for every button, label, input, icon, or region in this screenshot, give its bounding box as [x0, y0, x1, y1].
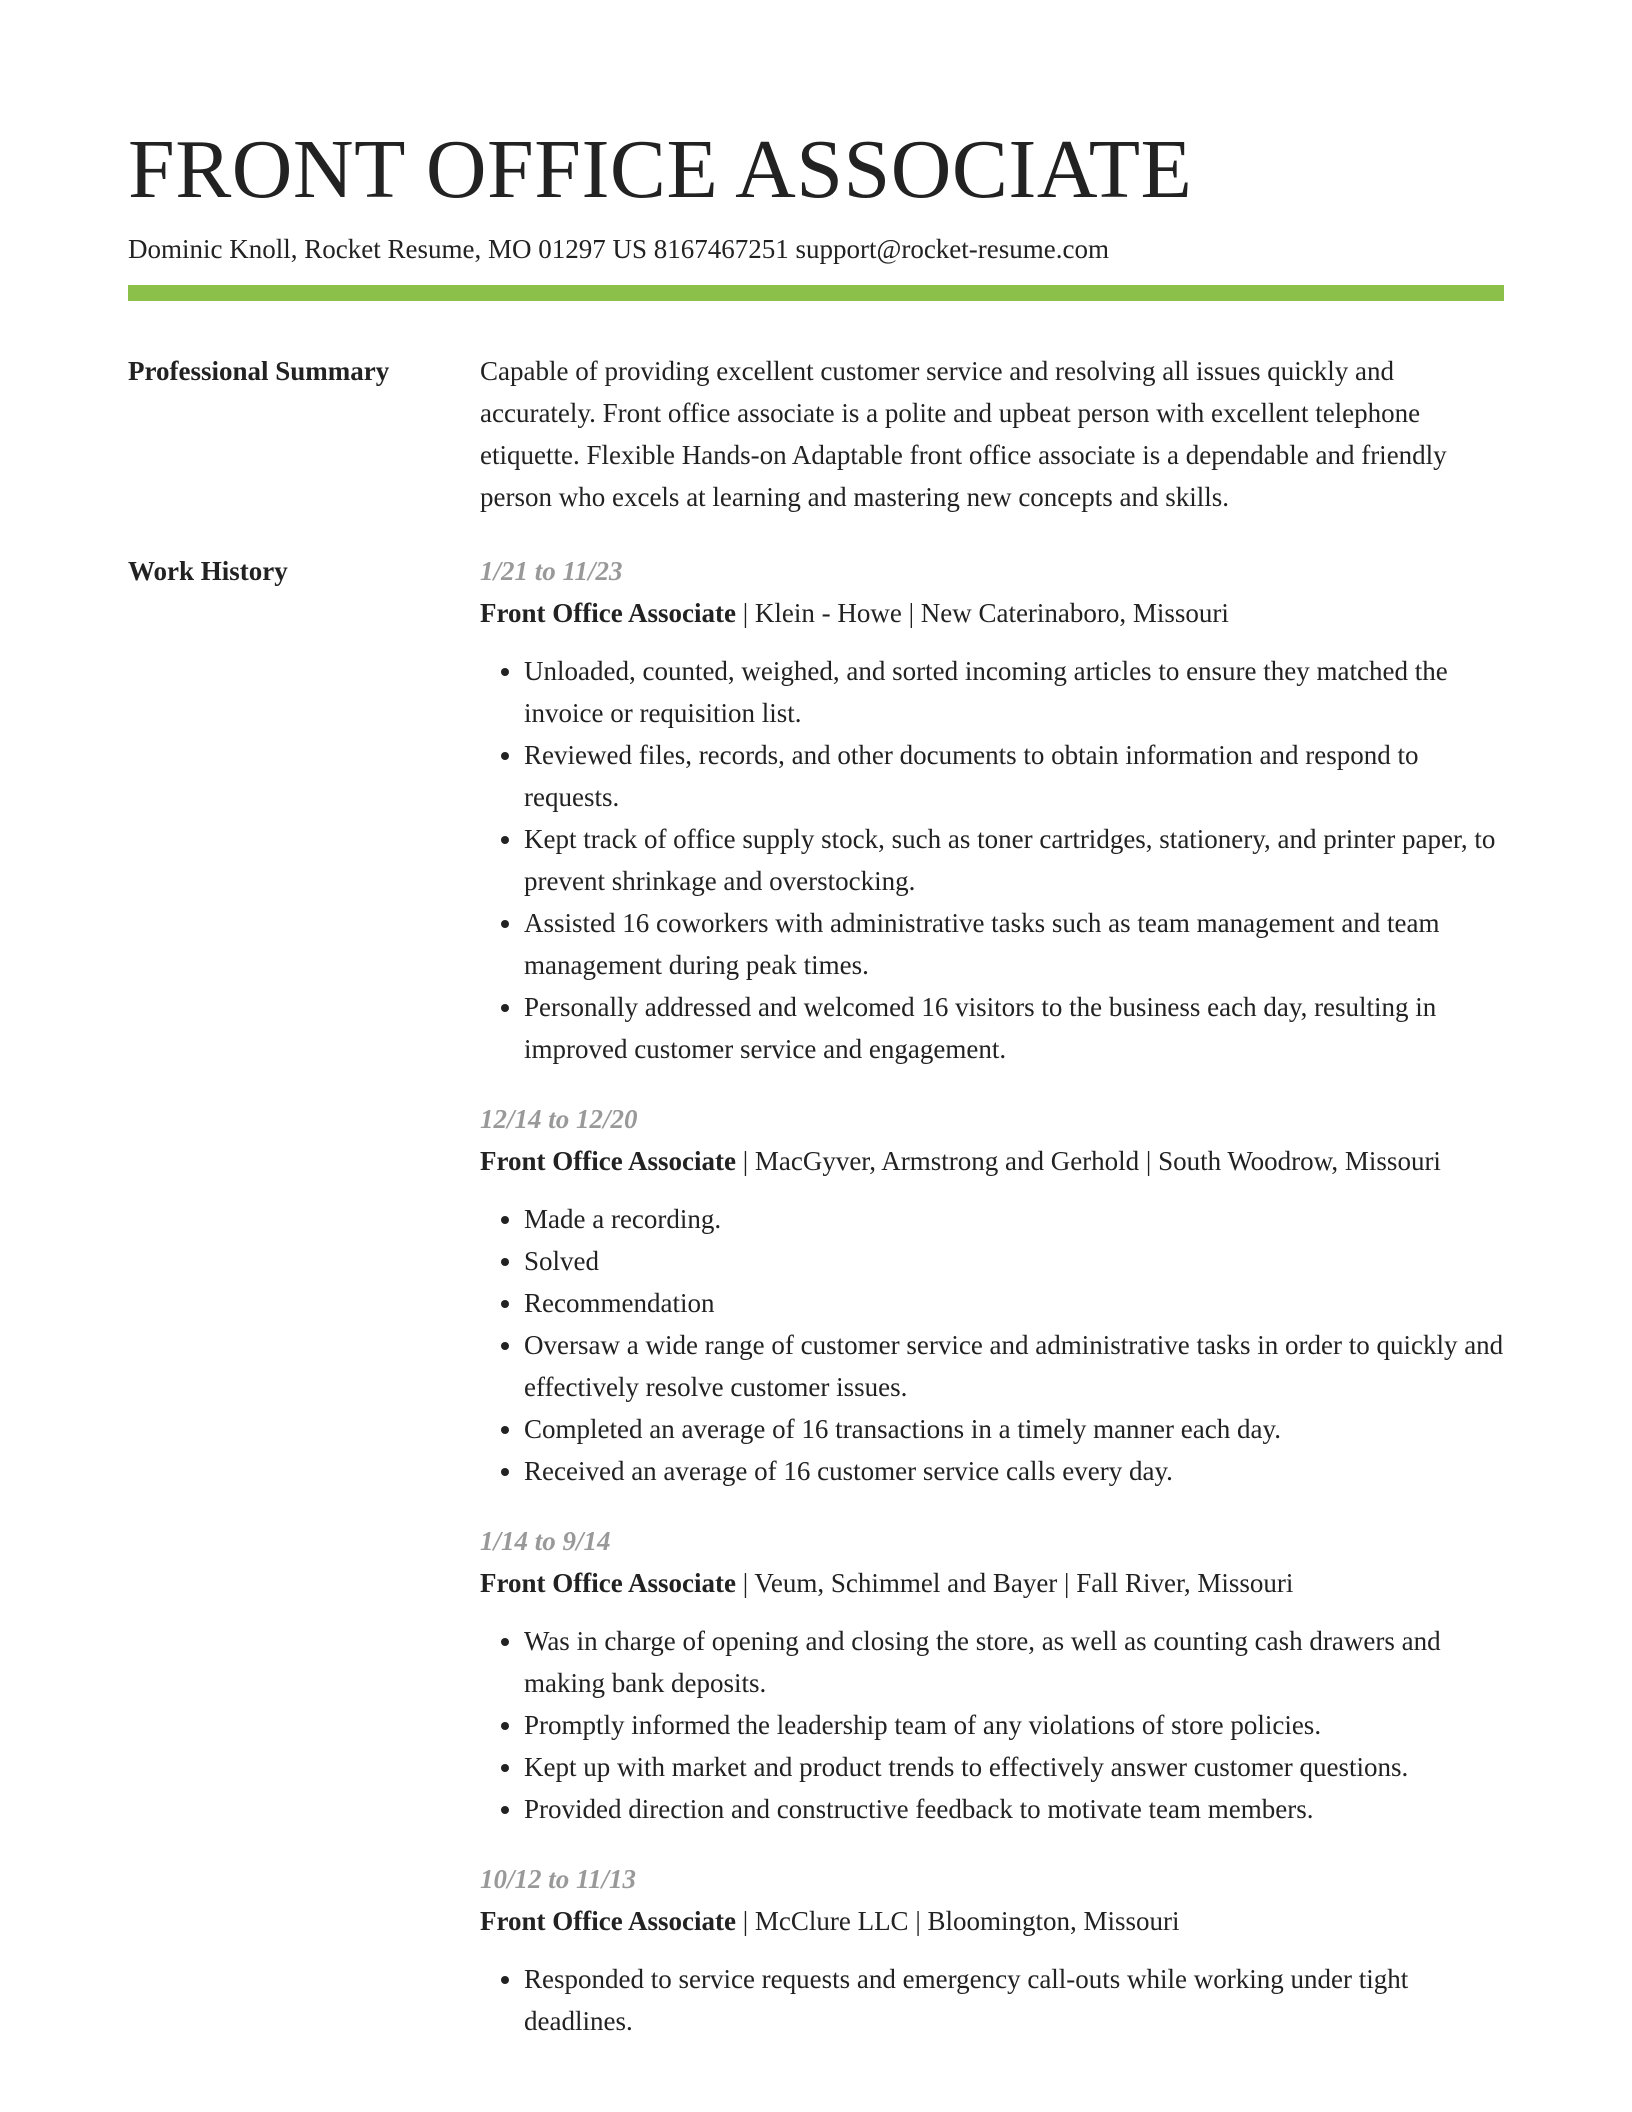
contact-line: Dominic Knoll, Rocket Resume, MO 01297 US 8167467251 support@rocket-resume.com [128, 234, 1109, 264]
job-bullet: • Made a recording. [524, 1198, 1504, 1240]
summary-section [128, 350, 1504, 520]
job-separator: | [1139, 1146, 1159, 1176]
job-bullet: • Personally addressed and welcomed 16 visitors to the business each day, resulting in improved customer service and engagement. [524, 986, 1504, 1070]
job-bullet: • Reviewed files, records, and other documents to obtain information and respond to requests. [524, 734, 1504, 818]
summary-label: Professional Summary [128, 356, 390, 386]
job-title: Front Office Associate [480, 1568, 736, 1598]
job-header [480, 1140, 1504, 1182]
job-company: Klein - Howe [754, 598, 902, 628]
summary-text: Capable of providing excellent customer service and resolving all issues quickly and accurately. Front office associate is a polite and upbeat person with excellent telephone etiquette. Flexible Hands-on Adaptable front office associate is a dependable and friendly person who excels at learning and mastering new concepts and skills. [480, 356, 1447, 512]
job-company: MacGyver, Armstrong and Gerhold [754, 1146, 1140, 1176]
job-separator: | [901, 598, 921, 628]
job-location: New Caterinaboro, Missouri [920, 598, 1229, 628]
job-separator: | [735, 1146, 755, 1176]
accent-divider [128, 285, 1504, 301]
job-dates: 10/12 to 11/13 [480, 1864, 637, 1894]
work-history-label: Work History [128, 556, 288, 586]
job-bullet: • Unloaded, counted, weighed, and sorted incoming articles to ensure they matched the invoice or requisition list. [524, 650, 1504, 734]
job-bullet-list [480, 1198, 1504, 1492]
resume-title: FRONT OFFICE ASSOCIATE [128, 123, 1193, 216]
job-company: McClure LLC [754, 1906, 909, 1936]
job-bullet: • Received an average of 16 customer service calls every day. [524, 1450, 1504, 1492]
job-separator: | [735, 598, 755, 628]
job-bullet: • Provided direction and constructive feedback to motivate team members. [524, 1788, 1504, 1830]
job-entry [480, 550, 1504, 1070]
job-header [480, 1562, 1504, 1604]
job-header [480, 592, 1504, 634]
job-location: Bloomington, Missouri [927, 1906, 1180, 1936]
job-bullet: • Kept track of office supply stock, such as toner cartridges, stationery, and printer paper, to prevent shrinkage and overstocking. [524, 818, 1504, 902]
job-separator: | [908, 1906, 928, 1936]
job-title: Front Office Associate [480, 598, 736, 628]
job-header [480, 1900, 1504, 1942]
job-bullet-list [480, 1958, 1504, 2042]
job-title: Front Office Associate [480, 1146, 736, 1176]
job-bullet-list [480, 650, 1504, 1070]
job-bullet: • Oversaw a wide range of customer service and administrative tasks in order to quickly and effectively resolve customer issues. [524, 1324, 1504, 1408]
job-bullet: • Kept up with market and product trends to effectively answer customer questions. [524, 1746, 1504, 1788]
job-dates: 1/14 to 9/14 [480, 1526, 611, 1556]
job-entry [480, 1858, 1504, 2042]
job-company: Veum, Schimmel and Bayer [754, 1568, 1058, 1598]
job-entry [480, 1098, 1504, 1492]
job-bullet: • Was in charge of opening and closing the store, as well as counting cash drawers and making bank deposits. [524, 1620, 1504, 1704]
summary-body [480, 350, 1504, 518]
job-bullet: • Completed an average of 16 transactions in a timely manner each day. [524, 1408, 1504, 1450]
job-separator: | [735, 1906, 755, 1936]
job-bullet: • Recommendation [524, 1282, 1504, 1324]
job-title: Front Office Associate [480, 1906, 736, 1936]
job-bullet: • Solved [524, 1240, 1504, 1282]
job-bullet: • Assisted 16 coworkers with administrative tasks such as team management and team management during peak times. [524, 902, 1504, 986]
job-dates: 1/21 to 11/23 [480, 556, 623, 586]
job-bullet-list [480, 1620, 1504, 1830]
job-entry [480, 1520, 1504, 1830]
job-dates: 12/14 to 12/20 [480, 1104, 638, 1134]
job-bullet: • Promptly informed the leadership team of any violations of store policies. [524, 1704, 1504, 1746]
job-location: South Woodrow, Missouri [1158, 1146, 1441, 1176]
job-separator: | [735, 1568, 755, 1598]
work-history-list [480, 550, 1504, 2070]
job-location: Fall River, Missouri [1076, 1568, 1294, 1598]
job-bullet: • Responded to service requests and emergency call-outs while working under tight deadlines. [524, 1958, 1504, 2042]
job-separator: | [1057, 1568, 1077, 1598]
